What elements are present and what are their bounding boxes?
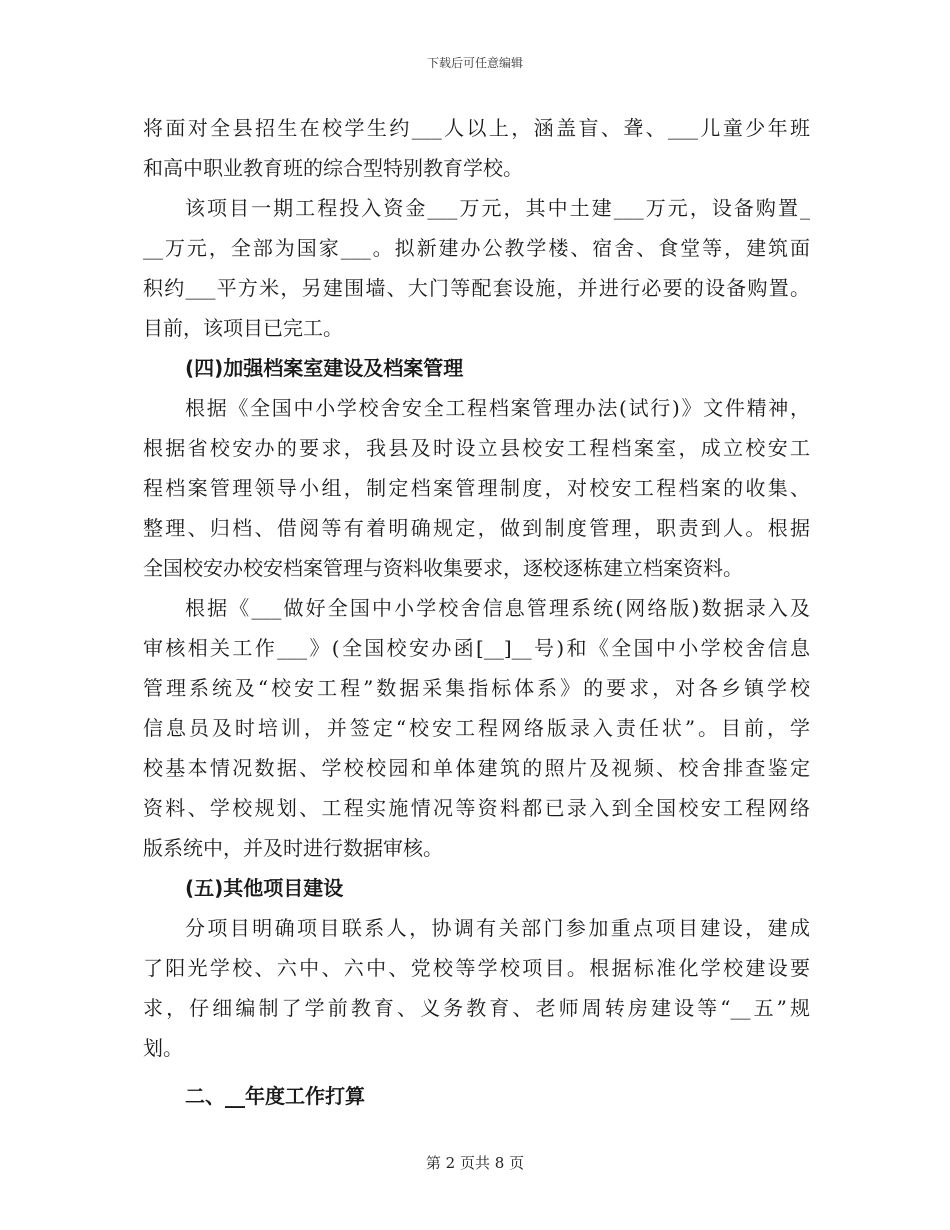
paragraph-line: 该项目一期工程投入资金___万元，其中土建___万元，设备购置_ [185, 196, 810, 220]
paragraph-line: 信息员及时培训，并签定“校安工程网络版录入责任状”。目前，学 [143, 716, 810, 740]
document-body [143, 108, 810, 1116]
paragraph-line: 版系统中，并及时进行数据审核。 [143, 836, 443, 860]
paragraph-line: 划。 [143, 1036, 183, 1060]
section-heading-other-projects: (五)其他项目建设 [185, 876, 344, 900]
section-heading-archives: (四)加强档案室建设及档案管理 [185, 356, 464, 380]
paragraph-line: 整理、归档、借阅等有着明确规定，做到制度管理，职责到人。根据 [143, 516, 810, 540]
paragraph-line: 资料、学校规划、工程实施情况等资料都已录入到全国校安工程网络 [143, 796, 810, 820]
paragraph-line: __万元，全部为国家___。拟新建办公教学楼、宿舍、食堂等，建筑面 [143, 236, 810, 260]
page-number: 第 2 页共 8 页 [425, 1154, 525, 1172]
paragraph-line: 了阳光学校、六中、六中、党校等学校项目。根据标准化学校建设要 [143, 956, 810, 980]
paragraph-line: 和高中职业教育班的综合型特别教育学校。 [143, 156, 523, 180]
paragraph-line: 目前，该项目已完工。 [143, 316, 343, 340]
paragraph-line: 审核相关工作___》(全国校安办函[__]__号)和《全国中小学校舍信息 [143, 636, 810, 660]
paragraph-line: 全国校安办校安档案管理与资料收集要求，逐校逐栋建立档案资料。 [143, 556, 743, 580]
section-heading-annual-plan: 二、__年度工作打算 [185, 1084, 365, 1108]
paragraph-line: 根据《___做好全国中小学校舍信息管理系统(网络版)数据录入及 [185, 596, 810, 620]
paragraph-line: 程档案管理领导小组，制定档案管理制度，对校安工程档案的收集、 [143, 476, 810, 500]
paragraph-line: 积约___平方米，另建围墙、大门等配套设施，并进行必要的设备购置。 [143, 276, 810, 300]
paragraph-line: 校基本情况数据、学校校园和单体建筑的照片及视频、校舍排查鉴定 [143, 756, 810, 780]
page-header-note: 下载后可任意编辑 [426, 56, 523, 70]
paragraph-line: 根据省校安办的要求，我县及时设立县校安工程档案室，成立校安工 [143, 436, 810, 460]
paragraph-line: 求，仔细编制了学前教育、义务教育、老师周转房建设等“__五”规 [143, 996, 810, 1020]
paragraph-line: 根据《全国中小学校舍安全工程档案管理办法(试行)》文件精神， [185, 396, 810, 420]
paragraph-line: 将面对全县招生在校学生约___人以上，涵盖盲、聋、___儿童少年班 [143, 116, 810, 140]
paragraph-line: 管理系统及“校安工程”数据采集指标体系》的要求，对各乡镇学校 [143, 676, 810, 700]
paragraph-line: 分项目明确项目联系人，协调有关部门参加重点项目建设，建成 [185, 916, 810, 940]
